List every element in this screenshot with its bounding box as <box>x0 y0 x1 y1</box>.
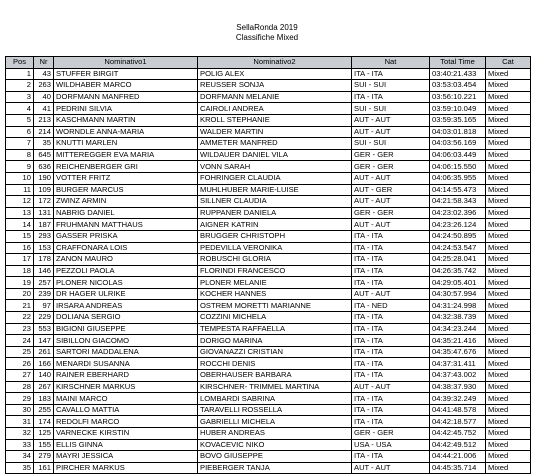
cell-nominativo1: PLONER NICOLAS <box>54 277 198 289</box>
cell-pos: 27 <box>6 370 34 382</box>
cell-nominativo1: DOLIANA SERGIO <box>54 312 198 324</box>
cell-cat: Mixed <box>486 114 531 126</box>
cell-nr: 267 <box>34 381 54 393</box>
cell-cat: Mixed <box>486 68 531 80</box>
cell-pos: 15 <box>6 230 34 242</box>
cell-total-time: 04:42:18.577 <box>430 416 486 428</box>
cell-pos: 24 <box>6 335 34 347</box>
cell-nominativo2: ROCCHI DENIS <box>198 358 352 370</box>
table-row <box>6 126 531 138</box>
cell-total-time: 04:21:58.343 <box>430 196 486 208</box>
table-row <box>6 149 531 161</box>
table-row <box>6 242 531 254</box>
cell-nat: ITA - ITA <box>352 323 430 335</box>
cell-total-time: 04:42:45.752 <box>430 428 486 440</box>
cell-nr: 43 <box>34 68 54 80</box>
col-header-nominativo2: Nominativo2 <box>198 57 352 69</box>
cell-cat: Mixed <box>486 138 531 150</box>
cell-nominativo1: REDOLFI MARCO <box>54 416 198 428</box>
cell-nat: ITA - ITA <box>352 68 430 80</box>
cell-nominativo1: MITTEREGGER EVA MARIA <box>54 149 198 161</box>
table-row <box>6 219 531 231</box>
header-row <box>6 57 531 69</box>
cell-nominativo2: FLORINDI FRANCESCO <box>198 265 352 277</box>
cell-cat: Mixed <box>486 103 531 115</box>
cell-total-time: 04:30:57.994 <box>430 288 486 300</box>
cell-nominativo1: IRSARA ANDREAS <box>54 300 198 312</box>
cell-total-time: 04:35:47.676 <box>430 346 486 358</box>
cell-pos: 12 <box>6 196 34 208</box>
cell-pos: 11 <box>6 184 34 196</box>
cell-nr: 645 <box>34 149 54 161</box>
cell-total-time: 04:23:02.396 <box>430 207 486 219</box>
cell-nr: 636 <box>34 161 54 173</box>
table-row <box>6 312 531 324</box>
cell-pos: 33 <box>6 439 34 451</box>
cell-total-time: 04:29:05.401 <box>430 277 486 289</box>
cell-nr: 239 <box>34 288 54 300</box>
cell-total-time: 04:25:28.041 <box>430 254 486 266</box>
cell-nat: ITA - ITA <box>352 416 430 428</box>
cell-cat: Mixed <box>486 277 531 289</box>
cell-nominativo2: SILLNER CLAUDIA <box>198 196 352 208</box>
table-row <box>6 416 531 428</box>
cell-nat: SUI - SUI <box>352 80 430 92</box>
table-row <box>6 439 531 451</box>
cell-nominativo1: FRUHMANN MATTHAUS <box>54 219 198 231</box>
cell-total-time: 04:23:26.124 <box>430 219 486 231</box>
cell-nat: AUT - AUT <box>352 462 430 474</box>
cell-cat: Mixed <box>486 219 531 231</box>
cell-nat: AUT - AUT <box>352 172 430 184</box>
cell-nominativo1: ZANON MAURO <box>54 254 198 266</box>
cell-nat: SUI - SUI <box>352 138 430 150</box>
cell-nominativo2: COZZINI MICHELA <box>198 312 352 324</box>
cell-nat: ITA - ITA <box>352 451 430 463</box>
cell-total-time: 04:38:37.930 <box>430 381 486 393</box>
cell-total-time: 04:41:48.578 <box>430 404 486 416</box>
cell-nominativo2: TARAVELLI ROSSELLA <box>198 404 352 416</box>
cell-nr: 213 <box>34 114 54 126</box>
cell-nr: 131 <box>34 207 54 219</box>
cell-nr: 172 <box>34 196 54 208</box>
cell-nat: AUT - AUT <box>352 288 430 300</box>
cell-nr: 41 <box>34 103 54 115</box>
cell-total-time: 04:03:01.818 <box>430 126 486 138</box>
cell-nominativo1: WILDHABER MARCO <box>54 80 198 92</box>
cell-cat: Mixed <box>486 300 531 312</box>
cell-cat: Mixed <box>486 242 531 254</box>
cell-cat: Mixed <box>486 428 531 440</box>
cell-nominativo2: BRUGGER CHRISTOPH <box>198 230 352 242</box>
cell-pos: 29 <box>6 393 34 405</box>
table-row <box>6 80 531 92</box>
document-subtitle: Classifiche Mixed <box>235 33 299 42</box>
table-row <box>6 358 531 370</box>
cell-nominativo2: KIRSCHNER- TRIMMEL MARTINA <box>198 381 352 393</box>
cell-pos: 13 <box>6 207 34 219</box>
cell-nominativo1: PIRCHER MARKUS <box>54 462 198 474</box>
table-row <box>6 103 531 115</box>
cell-nominativo1: KIRSCHNER MARKUS <box>54 381 198 393</box>
cell-cat: Mixed <box>486 265 531 277</box>
cell-nominativo1: MAINI MARCO <box>54 393 198 405</box>
cell-total-time: 04:34:23.244 <box>430 323 486 335</box>
cell-cat: Mixed <box>486 161 531 173</box>
cell-total-time: 04:14:55.473 <box>430 184 486 196</box>
cell-nr: 257 <box>34 277 54 289</box>
cell-cat: Mixed <box>486 358 531 370</box>
cell-pos: 31 <box>6 416 34 428</box>
cell-nr: 40 <box>34 91 54 103</box>
cell-nominativo2: GIOVANAZZI CRISTIAN <box>198 346 352 358</box>
cell-total-time: 04:24:50.895 <box>430 230 486 242</box>
cell-pos: 20 <box>6 288 34 300</box>
cell-total-time: 03:40:21.433 <box>430 68 486 80</box>
cell-cat: Mixed <box>486 196 531 208</box>
cell-nr: 178 <box>34 254 54 266</box>
cell-nat: ITA - ITA <box>352 242 430 254</box>
table-row <box>6 114 531 126</box>
cell-nr: 161 <box>34 462 54 474</box>
cell-cat: Mixed <box>486 416 531 428</box>
cell-cat: Mixed <box>486 404 531 416</box>
cell-nat: ITA - ITA <box>352 312 430 324</box>
cell-pos: 1 <box>6 68 34 80</box>
cell-cat: Mixed <box>486 149 531 161</box>
cell-nominativo1: RAINER EBERHARD <box>54 370 198 382</box>
cell-nat: ITA - ITA <box>352 254 430 266</box>
cell-pos: 8 <box>6 149 34 161</box>
cell-cat: Mixed <box>486 393 531 405</box>
cell-pos: 34 <box>6 451 34 463</box>
cell-pos: 14 <box>6 219 34 231</box>
col-header-total-time: Total Time <box>430 57 486 69</box>
cell-nat: ITA - ITA <box>352 230 430 242</box>
cell-nominativo1: KNUTTI MARLEN <box>54 138 198 150</box>
document-title: SellaRonda 2019 <box>236 23 298 32</box>
cell-nominativo2: OSTREM MORETTI MARIANNE <box>198 300 352 312</box>
cell-nat: AUT - AUT <box>352 381 430 393</box>
cell-nominativo2: HUBER ANDREAS <box>198 428 352 440</box>
cell-cat: Mixed <box>486 91 531 103</box>
cell-total-time: 04:06:15.550 <box>430 161 486 173</box>
cell-nominativo2: DORIGO MARINA <box>198 335 352 347</box>
col-header-nr: Nr <box>34 57 54 69</box>
cell-nominativo1: MENARDI SUSANNA <box>54 358 198 370</box>
cell-cat: Mixed <box>486 172 531 184</box>
cell-nat: GER - GER <box>352 161 430 173</box>
cell-cat: Mixed <box>486 207 531 219</box>
table-row <box>6 207 531 219</box>
cell-nat: ITA - ITA <box>352 335 430 347</box>
cell-nr: 214 <box>34 126 54 138</box>
cell-nominativo1: BURGER MARCUS <box>54 184 198 196</box>
cell-total-time: 04:24:53.547 <box>430 242 486 254</box>
cell-nat: GER - GER <box>352 207 430 219</box>
cell-nat: ITA - ITA <box>352 346 430 358</box>
cell-nr: 125 <box>34 428 54 440</box>
cell-nat: USA - USA <box>352 439 430 451</box>
col-header-nat: Nat <box>352 57 430 69</box>
cell-nat: ITA - ITA <box>352 370 430 382</box>
cell-pos: 10 <box>6 172 34 184</box>
cell-nat: ITA - ITA <box>352 277 430 289</box>
cell-nominativo1: PEDRINI SILVIA <box>54 103 198 115</box>
results-table <box>5 56 531 474</box>
cell-nominativo1: BIGIONI GIUSEPPE <box>54 323 198 335</box>
cell-nominativo1: WORNDLE ANNA-MARIA <box>54 126 198 138</box>
cell-nr: 109 <box>34 184 54 196</box>
cell-total-time: 04:42:49.512 <box>430 439 486 451</box>
cell-nominativo1: DORFMANN MANFRED <box>54 91 198 103</box>
cell-nr: 183 <box>34 393 54 405</box>
cell-pos: 21 <box>6 300 34 312</box>
cell-nat: AUT - AUT <box>352 114 430 126</box>
table-row <box>6 277 531 289</box>
cell-total-time: 03:59:10.049 <box>430 103 486 115</box>
cell-total-time: 04:03:56.169 <box>430 138 486 150</box>
cell-nominativo2: FOHRINGER CLAUDIA <box>198 172 352 184</box>
cell-cat: Mixed <box>486 126 531 138</box>
cell-nominativo2: KOCHER HANNES <box>198 288 352 300</box>
cell-nominativo2: AMMETER MANFRED <box>198 138 352 150</box>
table-row <box>6 300 531 312</box>
table-row <box>6 196 531 208</box>
cell-pos: 28 <box>6 381 34 393</box>
cell-nominativo1: STUFFER BIRGIT <box>54 68 198 80</box>
table-row <box>6 254 531 266</box>
cell-nominativo2: VONN SARAH <box>198 161 352 173</box>
cell-cat: Mixed <box>486 80 531 92</box>
cell-cat: Mixed <box>486 312 531 324</box>
cell-pos: 7 <box>6 138 34 150</box>
table-row <box>6 335 531 347</box>
cell-pos: 16 <box>6 242 34 254</box>
cell-total-time: 04:26:35.742 <box>430 265 486 277</box>
table-row <box>6 91 531 103</box>
cell-nominativo1: PEZZOLI PAOLA <box>54 265 198 277</box>
table-row <box>6 265 531 277</box>
cell-nominativo2: DORFMANN MELANIE <box>198 91 352 103</box>
cell-nat: AUT - AUT <box>352 196 430 208</box>
cell-total-time: 04:06:35.955 <box>430 172 486 184</box>
cell-pos: 5 <box>6 114 34 126</box>
cell-nominativo1: ELLIS GINNA <box>54 439 198 451</box>
cell-nr: 229 <box>34 312 54 324</box>
cell-cat: Mixed <box>486 462 531 474</box>
cell-total-time: 04:39:32.249 <box>430 393 486 405</box>
cell-total-time: 04:32:38.739 <box>430 312 486 324</box>
cell-nominativo2: WILDAUER DANIEL VILA <box>198 149 352 161</box>
cell-nat: GER - GER <box>352 428 430 440</box>
cell-total-time: 04:31:24.998 <box>430 300 486 312</box>
cell-total-time: 04:06:03.449 <box>430 149 486 161</box>
cell-nr: 174 <box>34 416 54 428</box>
cell-pos: 19 <box>6 277 34 289</box>
cell-nat: AUT - AUT <box>352 126 430 138</box>
cell-pos: 18 <box>6 265 34 277</box>
cell-nr: 146 <box>34 265 54 277</box>
cell-cat: Mixed <box>486 439 531 451</box>
cell-total-time: 04:35:21.416 <box>430 335 486 347</box>
cell-total-time: 04:44:21.006 <box>430 451 486 463</box>
cell-cat: Mixed <box>486 254 531 266</box>
cell-cat: Mixed <box>486 288 531 300</box>
cell-cat: Mixed <box>486 346 531 358</box>
cell-pos: 32 <box>6 428 34 440</box>
cell-nat: ITA - ITA <box>352 393 430 405</box>
cell-nat: ITA - ITA <box>352 358 430 370</box>
cell-cat: Mixed <box>486 230 531 242</box>
table-row <box>6 323 531 335</box>
cell-nr: 553 <box>34 323 54 335</box>
cell-nominativo2: CAIROLI ANDREA <box>198 103 352 115</box>
cell-nominativo2: WALDER MARTIN <box>198 126 352 138</box>
cell-nominativo2: OBERHAUSER BARBARA <box>198 370 352 382</box>
cell-pos: 9 <box>6 161 34 173</box>
cell-nat: ITA - ITA <box>352 91 430 103</box>
table-row <box>6 381 531 393</box>
cell-pos: 3 <box>6 91 34 103</box>
table-row <box>6 68 531 80</box>
cell-nominativo1: NABRIG DANIEL <box>54 207 198 219</box>
col-header-nominativo1: Nominativo1 <box>54 57 198 69</box>
cell-cat: Mixed <box>486 370 531 382</box>
cell-nominativo1: KASCHMANN MARTIN <box>54 114 198 126</box>
cell-nominativo2: AIGNER KATRIN <box>198 219 352 231</box>
cell-nominativo2: RUPPANER DANIELA <box>198 207 352 219</box>
cell-nominativo1: DR HAGER ULRIKE <box>54 288 198 300</box>
cell-nr: 166 <box>34 358 54 370</box>
cell-nominativo1: CRAFFONARA LOIS <box>54 242 198 254</box>
cell-nominativo1: CAVALLO MATTIA <box>54 404 198 416</box>
table-row <box>6 428 531 440</box>
cell-total-time: 03:59:35.165 <box>430 114 486 126</box>
cell-cat: Mixed <box>486 323 531 335</box>
cell-nominativo1: SARTORI MADDALENA <box>54 346 198 358</box>
cell-nat: ITA - ITA <box>352 404 430 416</box>
cell-pos: 17 <box>6 254 34 266</box>
cell-nominativo2: PLONER MELANIE <box>198 277 352 289</box>
cell-nominativo2: MUHLHUBER MARIE-LUISE <box>198 184 352 196</box>
cell-nominativo2: BOVO GIUSEPPE <box>198 451 352 463</box>
table-row <box>6 393 531 405</box>
table-row <box>6 346 531 358</box>
cell-nr: 261 <box>34 346 54 358</box>
cell-nat: GER - GER <box>352 149 430 161</box>
table-row <box>6 138 531 150</box>
cell-pos: 26 <box>6 358 34 370</box>
cell-nominativo2: ROBUSCHI GLORIA <box>198 254 352 266</box>
cell-nr: 190 <box>34 172 54 184</box>
cell-nr: 255 <box>34 404 54 416</box>
table-row <box>6 370 531 382</box>
cell-nr: 279 <box>34 451 54 463</box>
cell-nominativo1: VARNECKE KIRSTIN <box>54 428 198 440</box>
cell-nat: ITA - NED <box>352 300 430 312</box>
cell-pos: 25 <box>6 346 34 358</box>
cell-nominativo1: GASSER PRISKA <box>54 230 198 242</box>
cell-nominativo1: MAYRI JESSICA <box>54 451 198 463</box>
cell-pos: 23 <box>6 323 34 335</box>
col-header-cat: Cat <box>486 57 531 69</box>
cell-nominativo2: KROLL STEPHANIE <box>198 114 352 126</box>
cell-nat: ITA - ITA <box>352 265 430 277</box>
cell-cat: Mixed <box>486 451 531 463</box>
cell-nominativo2: PIEBERGER TANJA <box>198 462 352 474</box>
col-header-pos: Pos <box>6 57 34 69</box>
table-row <box>6 404 531 416</box>
cell-nominativo2: LOMBARDI SABRINA <box>198 393 352 405</box>
cell-nr: 140 <box>34 370 54 382</box>
table-row <box>6 288 531 300</box>
cell-nominativo2: KOVACEVIC NIKO <box>198 439 352 451</box>
cell-pos: 2 <box>6 80 34 92</box>
cell-nat: AUT - GER <box>352 184 430 196</box>
cell-nominativo1: REICHENBERGER GRI <box>54 161 198 173</box>
cell-pos: 6 <box>6 126 34 138</box>
cell-nr: 153 <box>34 242 54 254</box>
cell-total-time: 04:45:35.714 <box>430 462 486 474</box>
cell-nr: 187 <box>34 219 54 231</box>
table-row <box>6 230 531 242</box>
cell-pos: 30 <box>6 404 34 416</box>
cell-cat: Mixed <box>486 335 531 347</box>
cell-nat: AUT - AUT <box>352 219 430 231</box>
cell-nominativo1: VOTTER FRITZ <box>54 172 198 184</box>
cell-nominativo1: SIBILLON GIACOMO <box>54 335 198 347</box>
cell-pos: 4 <box>6 103 34 115</box>
cell-nominativo2: PEDEVILLA VERONIKA <box>198 242 352 254</box>
cell-nominativo2: TEMPESTA RAFFAELLA <box>198 323 352 335</box>
cell-nr: 263 <box>34 80 54 92</box>
cell-nat: SUI - SUI <box>352 103 430 115</box>
cell-cat: Mixed <box>486 381 531 393</box>
cell-pos: 22 <box>6 312 34 324</box>
table-row <box>6 172 531 184</box>
cell-total-time: 04:37:31.411 <box>430 358 486 370</box>
table-row <box>6 184 531 196</box>
cell-nr: 155 <box>34 439 54 451</box>
table-row <box>6 161 531 173</box>
cell-nominativo2: REUSSER SONJA <box>198 80 352 92</box>
cell-nr: 147 <box>34 335 54 347</box>
cell-total-time: 03:56:10.221 <box>430 91 486 103</box>
cell-total-time: 04:37:43.002 <box>430 370 486 382</box>
cell-nominativo2: POLIG ALEX <box>198 68 352 80</box>
cell-nr: 97 <box>34 300 54 312</box>
cell-total-time: 03:53:03.454 <box>430 80 486 92</box>
cell-nr: 35 <box>34 138 54 150</box>
cell-cat: Mixed <box>486 184 531 196</box>
cell-nominativo2: GABRIELLI MICHELA <box>198 416 352 428</box>
cell-nr: 293 <box>34 230 54 242</box>
table-row <box>6 451 531 463</box>
cell-pos: 35 <box>6 462 34 474</box>
cell-nominativo1: ZWINZ ARMIN <box>54 196 198 208</box>
table-row <box>6 462 531 474</box>
